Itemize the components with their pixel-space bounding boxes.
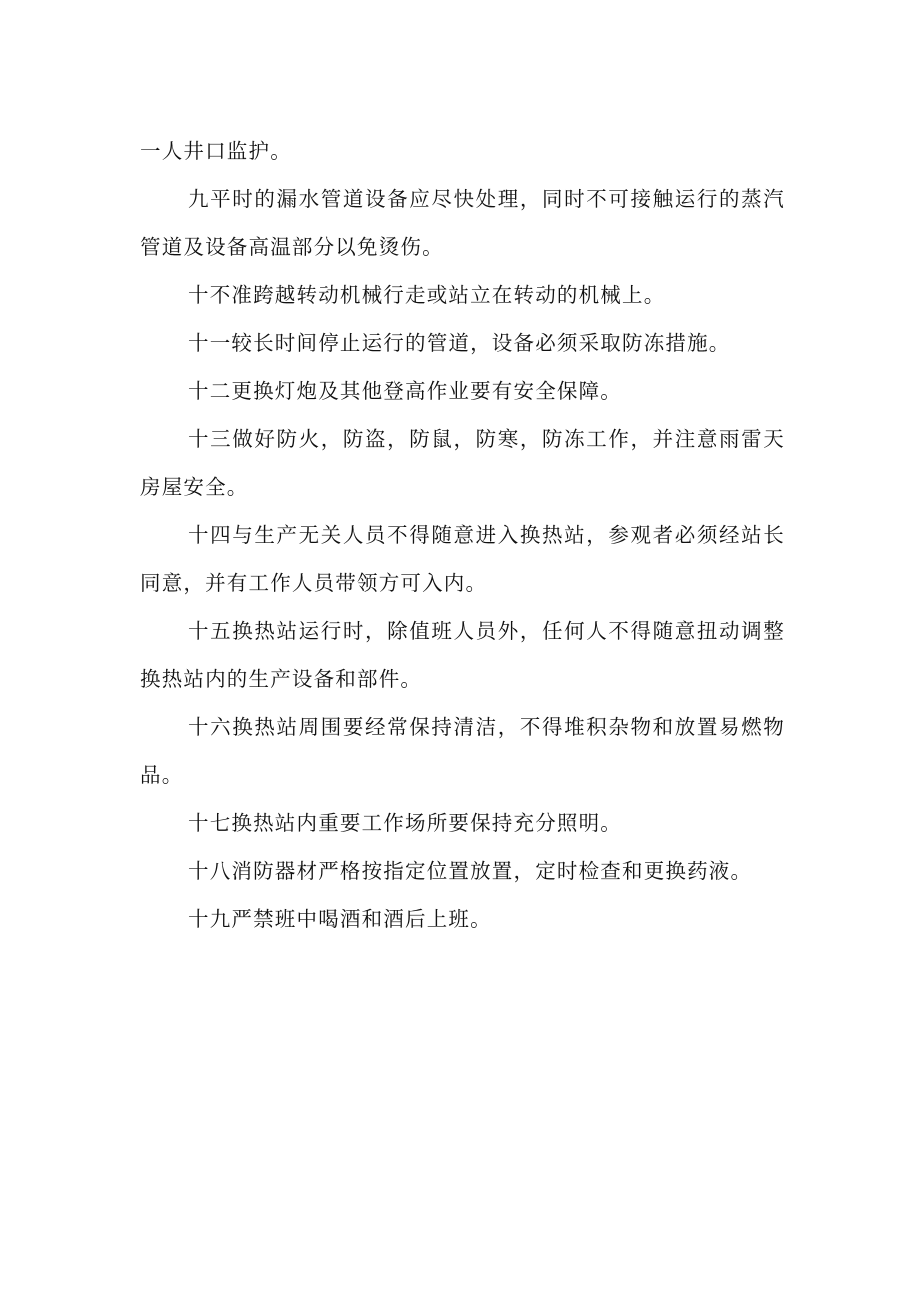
paragraph-rule-15: 十五换热站运行时，除值班人员外，任何人不得随意扭动调整换热站内的生产设备和部件。 [140, 619, 785, 691]
paragraph-continuation: 一人井口监护。 [140, 139, 292, 163]
paragraph-rule-17: 十七换热站内重要工作场所要保持充分照明。 [188, 811, 622, 835]
paragraph-rule-9: 九平时的漏水管道设备应尽快处理，同时不可接触运行的蒸汽管道及设备高温部分以免烫伤。 [140, 187, 785, 259]
paragraph-rule-16: 十六换热站周围要经常保持清洁，不得堆积杂物和放置易燃物品。 [140, 715, 785, 787]
paragraph-rule-18: 十八消防器材严格按指定位置放置，定时检查和更换药液。 [188, 859, 753, 883]
paragraph-rule-11: 十一较长时间停止运行的管道，设备必须采取防冻措施。 [188, 331, 731, 355]
paragraph-rule-10: 十不准跨越转动机械行走或站立在转动的机械上。 [188, 283, 666, 307]
paragraph-rule-19: 十九严禁班中喝酒和酒后上班。 [188, 907, 492, 931]
document-body [140, 127, 785, 943]
paragraph-rule-13: 十三做好防火，防盗，防鼠，防寒，防冻工作，并注意雨雷天房屋安全。 [140, 427, 785, 499]
paragraph-rule-14: 十四与生产无关人员不得随意进入换热站，参观者必须经站长同意，并有工作人员带领方可入内。 [140, 523, 785, 595]
paragraph-rule-12: 十二更换灯炮及其他登高作业要有安全保障。 [188, 379, 622, 403]
